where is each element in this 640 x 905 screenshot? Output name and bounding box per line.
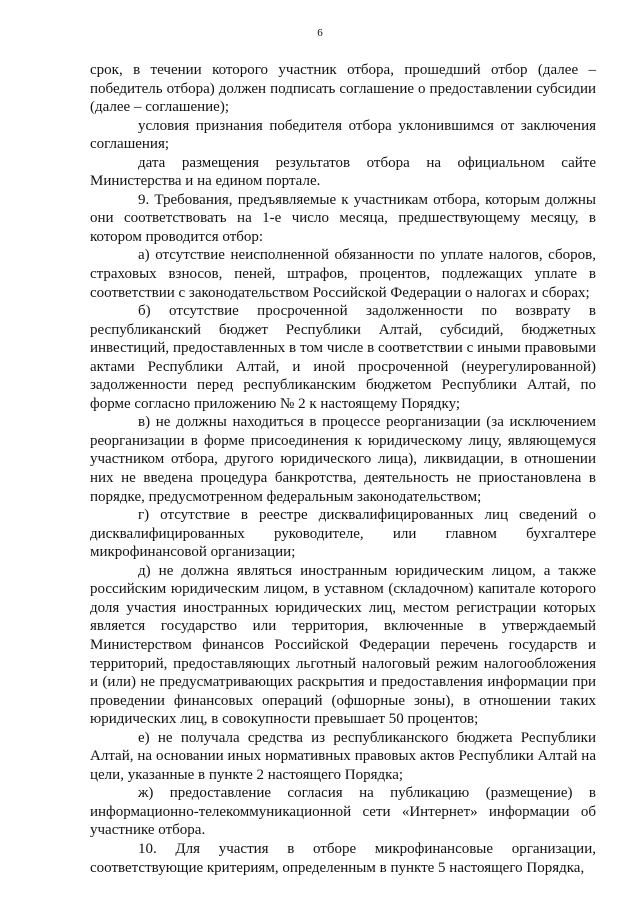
paragraph: 9. Требования, предъявляемые к участникам отбора, которым должны они соответствовать на 1-е число месяца, предшествующему месяцу, в котором проводится отбор: bbox=[90, 191, 596, 245]
paragraph: условия признания победителя отбора уклонившимся от заключения соглашения; bbox=[90, 117, 596, 153]
paragraph: д) не должна являться иностранным юридическим лицом, а также российским юридическим лицом, в уставном (складочном) капитале которого доля участия иностранных юридических лиц, местом регистрации которых является государство или территория, включенные в утверждаемый Министерством финансов Российской Федерации перечень государств и территорий, предоставляющих льготный налоговый режим налогообложения и (или) не предусматривающих раскрытия и предоставления информации при проведении финансовых операций (офшорные зоны), в отношении таких юридических лиц, в совокупности превышает 50 процентов; bbox=[90, 562, 596, 728]
paragraph: в) не должны находиться в процессе реорганизации (за исключением реорганизации в форме присоединения к юридическому лицу, являющемуся участником отбора, другого юридического лица), ликвидации, в отношении них не введена процедура банкротства, деятельность не приостановлена в порядке, предусмотренном федеральным законодательством; bbox=[90, 414, 596, 505]
paragraph: е) не получала средства из республиканского бюджета Республики Алтай, на основании иных нормативных правовых актов Республики Алтай на цели, указанные в пункте 2 настоящего Порядка; bbox=[90, 729, 596, 783]
document-body bbox=[90, 61, 596, 877]
paragraph: срок, в течении которого участник отбора, прошедший отбор (далее – победитель отбора) должен подписать соглашение о предоставлении субсидии (далее – соглашение); bbox=[90, 62, 596, 116]
paragraph: дата размещения результатов отбора на официальном сайте Министерства и на едином портале. bbox=[90, 154, 596, 190]
paragraph: г) отсутствие в реестре дисквалифицированных лиц сведений о дисквалифицированных руководителе, или главном бухгалтере микрофинансовой организации; bbox=[90, 507, 596, 561]
page-number: 6 bbox=[317, 27, 323, 39]
paragraph: 10. Для участия в отборе микрофинансовые организации, соответствующие критериям, определенным в пункте 5 настоящего Порядка, bbox=[90, 840, 596, 876]
paragraph: а) отсутствие неисполненной обязанности по уплате налогов, сборов, страховых взносов, пеней, штрафов, процентов, подлежащих уплате в соответствии с законодательством Российской Федерации о налогах и сборах; bbox=[90, 247, 596, 301]
paragraph: б) отсутствие просроченной задолженности по возврату в республиканский бюджет Республики Алтай, субсидий, бюджетных инвестиций, предоставленных в том числе в соответствии с иными правовыми актами Республики Алтай, и иной просроченной (неурегулированной) задолженности перед республиканским бюджетом Республики Алтай, по форме согласно приложению № 2 к настоящему Порядку; bbox=[90, 303, 596, 412]
paragraph: ж) предоставление согласия на публикацию (размещение) в информационно-телекоммуникационной сети «Интернет» информации об участнике отбора. bbox=[90, 785, 596, 839]
